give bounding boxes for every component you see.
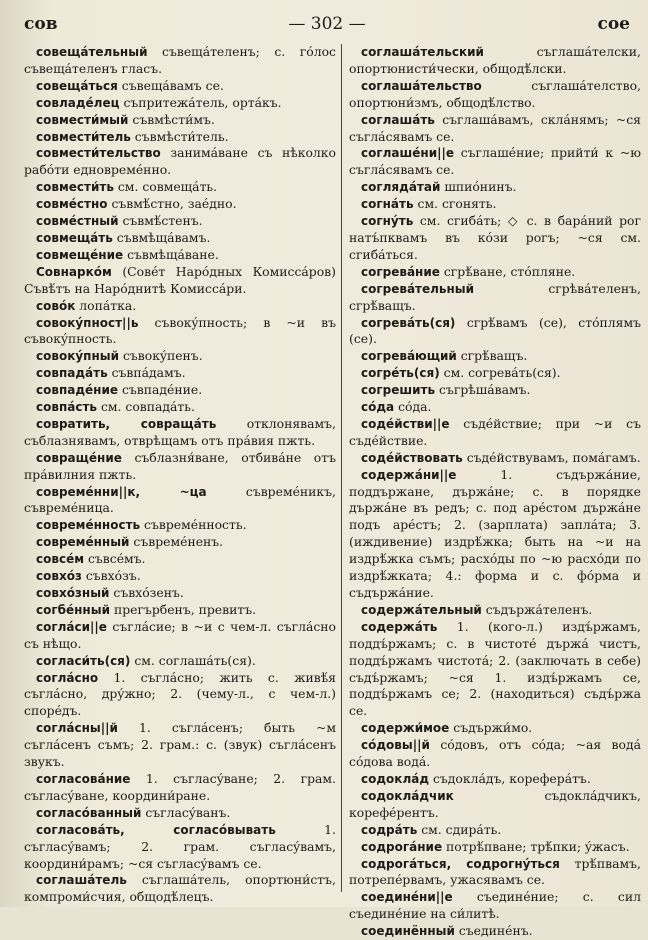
entry-headword: совокýпност||ь <box>36 315 139 330</box>
entry-definition: прегърбенъ, превитъ. <box>110 601 257 617</box>
dictionary-entry <box>24 399 336 416</box>
right-column <box>349 44 641 940</box>
entry-headword: согрéть(ся) <box>361 366 440 381</box>
dictionary-entry <box>24 382 336 399</box>
dictionary-entry <box>349 416 641 450</box>
dictionary-entry <box>24 44 336 78</box>
entry-definition: занимáване съ нѣколко рабóти едновремéнно. <box>24 145 336 178</box>
entry-headword: содержáтельный <box>361 602 482 617</box>
entry-definition: съдържи́мо. <box>449 720 533 736</box>
entry-definition: 1. съгласýвамъ; 2. грам. съгласýвамъ, координи́рамъ; ~ся съгласýвамъ се. <box>24 821 336 871</box>
dictionary-entry <box>349 923 641 940</box>
entry-headword: соединённый <box>361 924 455 939</box>
entry-definition: съвещáвамъ се. <box>117 77 224 93</box>
entry-definition: съглашáтель, опортюни́стъ, компроми́счия, общодѣ́лецъ. <box>24 872 336 905</box>
dictionary-entry <box>349 348 641 365</box>
dictionary-entry <box>349 771 641 788</box>
entry-headword: совещáтельный <box>36 45 148 59</box>
entry-headword: соглашéни||е <box>361 146 454 161</box>
entry-definition: съвмѣ́стно, заéдно. <box>107 196 237 212</box>
entry-definition: 1. (когo-л.) издъ́ржамъ, поддъ́ржамъ; с. в чистотé държá чистъ, поддъ́ржамъ чистотá; 2. (заключать в себе) съдъ́ржамъ; ~ся 1. издъ́ржамъ се, поддъ́ржамъ се; 2. (находиться) съдъ́ржа се. <box>349 618 641 719</box>
dictionary-entry <box>24 95 336 112</box>
entry-definition: см. совпадáть. <box>97 399 195 415</box>
entry-headword: согнýть <box>361 214 414 229</box>
dictionary-entry <box>349 889 641 923</box>
entry-headword: совмещéние <box>36 247 124 262</box>
dictionary-entry <box>24 872 336 906</box>
dictionary-entry <box>24 129 336 146</box>
dictionary-entry <box>24 298 336 315</box>
dictionary-entry <box>24 196 336 213</box>
dictionary-entry <box>24 670 336 721</box>
entry-headword: совхóз <box>36 569 82 584</box>
entry-headword: совремéнность <box>36 518 141 533</box>
dictionary-entry <box>24 348 336 365</box>
dictionary-entry <box>24 264 336 298</box>
entry-headword: согревáющий <box>361 349 457 364</box>
entry-definition: съвмѣщáвамъ. <box>112 229 211 245</box>
entry-definition: 1. съглáсно; жить с. живѣ́я съглáсно, дрýжно; 2. (чему-л., с чем-л.) спорéдъ. <box>24 669 336 719</box>
entry-definition: съвремéникъ, съвремéница. <box>24 483 336 516</box>
entry-definition: съвпадéние. <box>118 382 203 398</box>
dictionary-entry <box>24 315 336 349</box>
dictionary-entry <box>349 179 641 196</box>
entry-headword: согласовáние <box>36 771 131 786</box>
dictionary-entry <box>24 230 336 247</box>
entry-headword: согласовáть, согласóвывать <box>36 822 276 837</box>
entry-definition: съвремéненъ. <box>129 534 224 550</box>
entry-headword: совладéлец <box>36 95 120 110</box>
dictionary-entry <box>349 720 641 737</box>
entry-headword: содержи́мое <box>361 721 450 736</box>
entry-definition: см. совмещáть. <box>113 179 218 195</box>
entry-definition: съвмѣ́стенъ. <box>118 213 203 229</box>
entry-definition: потрѣ́пване; трѣ́пки; ýжасъ. <box>442 838 630 854</box>
entry-definition: съдéйствие; при ~и съ съдéйствие. <box>349 415 641 448</box>
entry-definition: см. сдирáть. <box>417 821 502 837</box>
entry-definition: лопáтка. <box>75 297 137 313</box>
entry-definition: съдéйствувамъ, помáгамъ. <box>462 449 641 465</box>
entry-headword: согласóванный <box>36 805 142 820</box>
entry-definition: съдържáтеленъ. <box>481 601 593 617</box>
dictionary-entry <box>24 805 336 822</box>
entry-definition: съединéние; с. сил съединéние на си́литѣ. <box>349 889 641 922</box>
entry-headword: согнáть <box>361 197 414 212</box>
entry-definition: сóдовъ, отъ сóда; ~ая водá сóдова водá. <box>349 737 641 770</box>
entry-headword: совремéнный <box>36 535 130 550</box>
entry-definition: сгрѣ́вамъ (се), стóплямъ (се). <box>349 314 641 347</box>
entry-definition: отклонявамъ, съблазнявамъ, отврѣщамъ отъ прáвия пжть. <box>24 415 336 448</box>
dictionary-entry <box>349 450 641 467</box>
entry-definition: съвещáтеленъ; с. гóлос съвещáтеленъ гласъ. <box>24 44 336 76</box>
entry-definition: съглашáвамъ, склáнямъ; ~ся съглáсявамъ се. <box>349 111 641 144</box>
entry-headword: содрáть <box>361 822 418 837</box>
entry-definition: трѣ́пвамъ, потрепéрвамъ, ужасявамъ се. <box>349 855 641 888</box>
dictionary-entry <box>349 365 641 382</box>
header-left-guideword: сов <box>24 14 58 34</box>
entry-headword: совещáться <box>36 78 118 93</box>
dictionary-entry <box>349 467 641 602</box>
dictionary-entry <box>349 399 641 416</box>
entry-definition: 1. съгласýване; 2. грам. съгласýване, координи́ране. <box>24 770 336 803</box>
entry-headword: содержáни||е <box>361 467 457 482</box>
entry-headword: совóк <box>36 298 76 313</box>
entry-headword: соединéни||е <box>361 890 453 905</box>
entry-definition: съвокýпенъ. <box>119 348 203 364</box>
dictionary-entry <box>349 315 641 349</box>
dictionary-entry <box>349 213 641 264</box>
entry-headword: соглашáтельский <box>361 45 484 59</box>
entry-definition: съвремéнность. <box>140 517 247 533</box>
dictionary-entry <box>24 213 336 230</box>
entry-definition: сóда. <box>394 399 432 415</box>
entry-definition: шпиóнинъ. <box>440 179 517 195</box>
entry-headword: содрогáться, содрогнýться <box>361 856 560 871</box>
entry-definition: см. согревáть(ся). <box>439 365 561 381</box>
entry-definition: съгласýванъ. <box>141 804 231 820</box>
dictionary-entry <box>349 382 641 399</box>
dictionary-entry <box>349 788 641 822</box>
entry-headword: соглашáтельство <box>361 78 482 93</box>
dictionary-entry <box>24 822 336 873</box>
entry-headword: содержáть <box>361 619 438 634</box>
entry-headword: совпадéние <box>36 383 119 398</box>
entry-definition: сгрѣвáтеленъ, сгрѣ́вaщъ. <box>349 280 641 313</box>
dictionary-entry <box>24 78 336 95</box>
dictionary-entry <box>24 365 336 382</box>
dictionary-entry <box>349 822 641 839</box>
entry-definition: съвмѣсти́мъ. <box>128 111 215 127</box>
entry-definition: съдоклáдъ, кореферáтъ. <box>429 770 591 786</box>
entry-definition: сгрѣ́ване, стóпляне. <box>439 263 576 279</box>
left-column <box>24 44 336 906</box>
entry-headword: совмести́тельство <box>36 146 161 161</box>
entry-definition: 1. съглáсенъ; быть ~м съглáсенъ съмъ; 2. грам.: с. (звук) съглáсенъ звукъ. <box>24 720 336 770</box>
dictionary-entry <box>349 619 641 720</box>
entry-headword: согбéнный <box>36 602 110 617</box>
dictionary-entry <box>349 839 641 856</box>
dictionary-entry <box>24 653 336 670</box>
entry-definition: съглашáтелски, опортюнисти́чески, общодѣ́лски. <box>349 44 641 76</box>
dictionary-entry <box>349 196 641 213</box>
entry-definition: съвпáдамъ. <box>107 365 186 381</box>
entry-headword: совремéнни||к, ~ца <box>36 484 207 499</box>
entry-headword: согрешить <box>361 383 436 398</box>
dictionary-entry <box>24 619 336 653</box>
entry-headword: согласи́ть(ся) <box>36 653 131 668</box>
dictionary-entry <box>349 281 641 315</box>
entry-headword: совпáсть <box>36 400 97 415</box>
dictionary-entry <box>349 112 641 146</box>
entry-definition: съгрѣшáвамъ. <box>435 382 531 398</box>
dictionary-entry <box>349 264 641 281</box>
dictionary-entry <box>349 78 641 112</box>
entry-definition: съединéнъ. <box>454 923 533 939</box>
entry-headword: соглáсно <box>36 670 99 685</box>
dictionary-entry <box>349 856 641 890</box>
entry-definition: съвокýпность; в ~и въ съвокýпность. <box>24 314 336 347</box>
entry-definition: съдоклáдчикъ, корефéрентъ. <box>349 787 641 820</box>
dictionary-entry <box>24 771 336 805</box>
entry-definition: съвмѣсти́тель. <box>130 128 229 144</box>
entry-headword: совпадáть <box>36 366 108 381</box>
dictionary-entry <box>349 602 641 619</box>
entry-headword: содрогáние <box>361 839 443 854</box>
entry-headword: совмещáть <box>36 230 113 245</box>
entry-headword: согревáть(ся) <box>361 315 456 330</box>
entry-definition: съвсéмъ. <box>84 551 146 567</box>
dictionary-entry <box>24 517 336 534</box>
dictionary-entry <box>24 247 336 264</box>
dictionary-entry <box>24 720 336 771</box>
entry-definition: съпритежáтель, ортáкъ. <box>119 94 282 110</box>
dictionary-entry <box>24 145 336 179</box>
entry-headword: совсéм <box>36 552 85 567</box>
entry-definition: съвхóзъ. <box>81 568 141 584</box>
entry-headword: совмести́тель <box>36 129 131 144</box>
page-number: — 302 — <box>288 14 366 34</box>
page-header <box>24 14 630 40</box>
entry-headword: соглашáть <box>361 112 435 127</box>
dictionary-entry <box>24 416 336 450</box>
header-right-guideword: сое <box>597 14 630 34</box>
entry-definition: съглáсие; в ~и с чем-л. съглáсно съ нѣщо. <box>24 618 336 651</box>
entry-definition: съвхóзенъ. <box>109 585 184 600</box>
entry-headword: соглашáтель <box>36 873 127 888</box>
entry-definition: съглашéние; прийти́ к ~ю съглáсявамъ се. <box>349 145 641 178</box>
entry-definition: съвмѣщáване. <box>123 246 219 262</box>
entry-headword: содоклáдчик <box>361 788 454 803</box>
entry-headword: совмéстно <box>36 197 108 212</box>
dictionary-entry <box>349 737 641 771</box>
entry-definition: сгрѣ́ващъ. <box>456 348 528 364</box>
entry-headword: согревáтельный <box>361 281 475 296</box>
entry-headword: совмести́мый <box>36 112 129 127</box>
entry-headword: сóда <box>361 400 395 415</box>
entry-definition: см. соглашáть(ся). <box>130 652 256 668</box>
dictionary-entry <box>24 179 336 196</box>
entry-headword: соглáсны||й <box>36 721 118 736</box>
dictionary-entry <box>24 585 336 602</box>
dictionary-entry <box>24 568 336 585</box>
entry-definition: см. сгонять. <box>413 196 497 212</box>
entry-definition: съблазня́ване, отбивáне отъ прáвилния пжть. <box>24 449 336 482</box>
entry-definition: см. сгибáть; ◇ с. в барáний рог натъ́пквамъ въ кóзи рогъ; ~ся см. сгибáться. <box>349 213 641 262</box>
dictionary-entry <box>24 602 336 619</box>
column-divider <box>341 44 342 892</box>
entry-definition: 1. съдържáние, поддържане, държáне; с. в порядке държáне въ редъ; с. под арéстом държáне подъ арéстъ; 2. (зарплата) заплáта; 3. (иждивение) издрѣ́жка; быть на ~и на издрѣ́жка съмъ; расхóды по ~ю расхóди по издрѣ́жката; 4.: форма и с. фóрма и съдържáние. <box>349 466 641 600</box>
entry-headword: совокýпный <box>36 349 120 364</box>
entry-headword: содéйствовать <box>361 450 463 465</box>
entry-headword: содéйстви||е <box>361 416 450 431</box>
entry-definition: (Совéт Нарóдных Комиссáров) Съвѣ́тъ на Нарóднитѣ Комиссáри. <box>24 263 336 296</box>
entry-headword: сóдовы||й <box>361 738 430 753</box>
entry-headword: совмести́ть <box>36 180 114 195</box>
dictionary-entry <box>24 534 336 551</box>
entry-headword: соглядáтай <box>361 180 441 195</box>
dictionary-entry <box>349 145 641 179</box>
entry-headword: совращéние <box>36 450 122 465</box>
entry-definition: съглашáтелство, опортюни́змъ, общодѣ́лство. <box>349 77 641 110</box>
dictionary-entry <box>24 112 336 129</box>
dictionary-entry <box>349 44 641 78</box>
entry-headword: совмéстный <box>36 214 119 229</box>
dictionary-entry <box>24 484 336 518</box>
entry-headword: соглáси||е <box>36 619 107 634</box>
entry-headword: совратить, совращáть <box>36 416 217 431</box>
dictionary-entry <box>24 450 336 484</box>
entry-headword: согревáние <box>361 264 440 279</box>
entry-headword: содоклáд <box>361 771 430 786</box>
dictionary-entry <box>24 551 336 568</box>
entry-headword: совхóзный <box>36 586 110 600</box>
entry-headword: Совнаркóм <box>36 264 112 279</box>
